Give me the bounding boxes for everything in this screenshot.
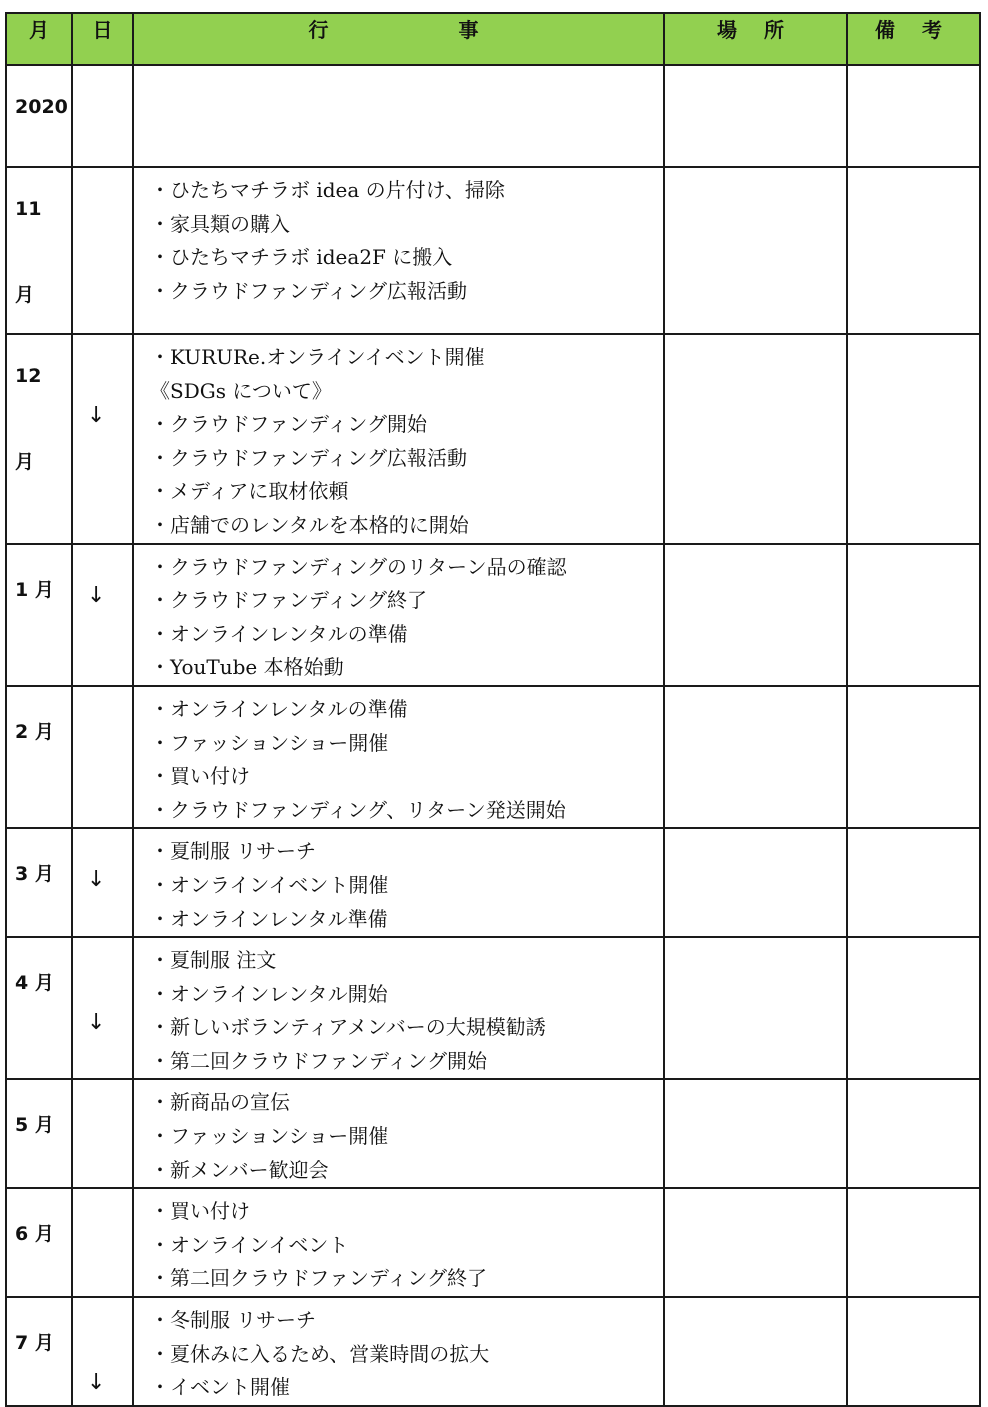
event-cell [133,1188,664,1297]
month-cell [6,334,72,544]
list-item: ・クラウドファンディング、リターン発送開始 [150,797,566,822]
list-item: ・KURURe.オンラインイベント開催 [150,345,485,369]
down-arrow-icon: ↓ [87,582,106,608]
notes-cell [847,544,980,686]
event-cell [133,1297,664,1406]
day-cell [72,334,133,544]
header-event: 行 事 [133,13,664,65]
event-cell [133,686,664,828]
notes-cell [847,334,980,544]
place-cell [664,334,847,544]
day-cell [72,828,133,937]
event-list [134,1189,663,1296]
list-item: ・夏休みに入るため、営業時間の拡大 [150,1341,490,1366]
list-item: ・ひたちマチラボ idea2F に搬入 [150,245,453,270]
month-cell [6,1079,72,1188]
list-item: ・夏制服 リサーチ [150,839,316,864]
place-cell [664,828,847,937]
month-cell [6,1188,72,1297]
table-row [6,65,980,167]
event-cell [133,544,664,686]
day-cell [72,65,133,167]
place-cell [664,1297,847,1406]
place-cell [664,544,847,686]
day-cell [72,167,133,334]
day-cell [72,1079,133,1188]
day-cell [72,937,133,1079]
month-label: 5 月 [15,1114,54,1137]
event-list [134,168,663,308]
event-list [134,335,663,543]
event-list [134,829,663,936]
list-item: ・買い付け [150,1199,250,1224]
list-item: ・新しいボランティアメンバーの大規模勧誘 [150,1015,546,1040]
month-label: 月 [15,451,35,473]
list-item: ・第二回クラウドファンディング終了 [150,1266,487,1291]
table-row [6,686,980,828]
day-cell [72,686,133,828]
list-item: ・新メンバー歓迎会 [150,1157,329,1182]
list-item: ・夏制服 注文 [150,948,277,973]
list-item: ・ファッションショー開催 [150,730,389,755]
place-cell [664,167,847,334]
event-list [134,66,663,72]
event-cell [133,65,664,167]
down-arrow-icon: ↓ [87,403,106,428]
header-month: 月 [6,13,72,65]
month-label: 月 [15,284,35,306]
header-day: 日 [72,13,133,65]
notes-cell [847,1297,980,1406]
month-label: 3 月 [15,863,54,886]
place-cell [664,1188,847,1297]
table-row [6,544,980,686]
month-cell [6,544,72,686]
table-row [6,1079,980,1188]
table-row [6,937,980,1079]
list-item: ・クラウドファンディング広報活動 [150,445,467,470]
month-cell [6,65,72,167]
list-item: ・オンラインレンタルの準備 [150,696,408,721]
event-cell [133,167,664,334]
month-cell [6,937,72,1079]
header-notes: 備 考 [847,13,980,65]
place-cell [664,937,847,1079]
schedule-table [5,12,981,1407]
month-cell [6,686,72,828]
header-row [6,13,980,65]
month-label: 7 月 [15,1332,54,1355]
month-label: 2 月 [15,720,54,743]
month-label: 11 [15,198,42,220]
place-cell [664,1079,847,1188]
month-cell [6,1297,72,1406]
notes-cell [847,686,980,828]
list-item: ・オンラインイベント [150,1232,349,1257]
notes-cell [847,167,980,334]
notes-cell [847,65,980,167]
day-cell [72,1297,133,1406]
list-item: 《SDGs について》 [150,378,332,403]
place-cell [664,686,847,828]
month-label: 6 月 [15,1223,54,1246]
event-cell [133,828,664,937]
list-item: ・ひたちマチラボ idea の片付け、掃除 [150,178,505,202]
list-item: ・オンラインレンタルの準備 [150,621,408,646]
month-cell [6,828,72,937]
table-row [6,334,980,544]
event-cell [133,937,664,1079]
event-cell [133,334,664,544]
list-item: ・買い付け [150,764,250,789]
header-place: 場 所 [664,13,847,65]
down-arrow-icon: ↓ [87,1010,106,1036]
month-label: 1 月 [15,578,54,601]
list-item: ・クラウドファンディング開始 [150,412,427,437]
table-row [6,1188,980,1297]
list-item: ・クラウドファンディング終了 [150,588,427,613]
month-label: 4 月 [15,972,54,995]
table-row [6,828,980,937]
notes-cell [847,1188,980,1297]
event-list [134,545,663,685]
list-item: ・店舗でのレンタルを本格的に開始 [150,512,469,537]
event-list [134,687,663,827]
list-item: ・第二回クラウドファンディング開始 [150,1048,487,1073]
table-row [6,1297,980,1406]
event-list [134,1298,663,1405]
day-cell [72,544,133,686]
list-item: ・家具類の購入 [150,211,290,236]
list-item: ・オンラインイベント開催 [150,872,389,897]
list-item: ・冬制服 リサーチ [150,1308,316,1333]
event-list [134,1080,663,1187]
schedule-body [6,65,980,1406]
notes-cell [847,937,980,1079]
notes-cell [847,1079,980,1188]
list-item: ・YouTube 本格始動 [150,655,344,680]
list-item: ・クラウドファンディングのリターン品の確認 [150,554,567,579]
table-row [6,167,980,334]
down-arrow-icon: ↓ [87,867,106,893]
month-cell [6,167,72,334]
day-cell [72,1188,133,1297]
down-arrow-icon: ↓ [87,1370,106,1396]
event-cell [133,1079,664,1188]
list-item: ・オンラインレンタル開始 [150,981,388,1006]
place-cell [664,65,847,167]
list-item: ・ファッションショー開催 [150,1124,389,1149]
list-item: ・イベント開催 [150,1375,290,1400]
notes-cell [847,828,980,937]
list-item: ・新商品の宣伝 [150,1090,290,1115]
list-item: ・クラウドファンディング広報活動 [150,278,467,303]
month-label: 12 [15,365,42,387]
event-list [134,938,663,1078]
list-item: ・オンラインレンタル準備 [150,906,388,931]
month-label: 2020 [15,96,68,118]
list-item: ・メディアに取材依頼 [150,479,349,504]
